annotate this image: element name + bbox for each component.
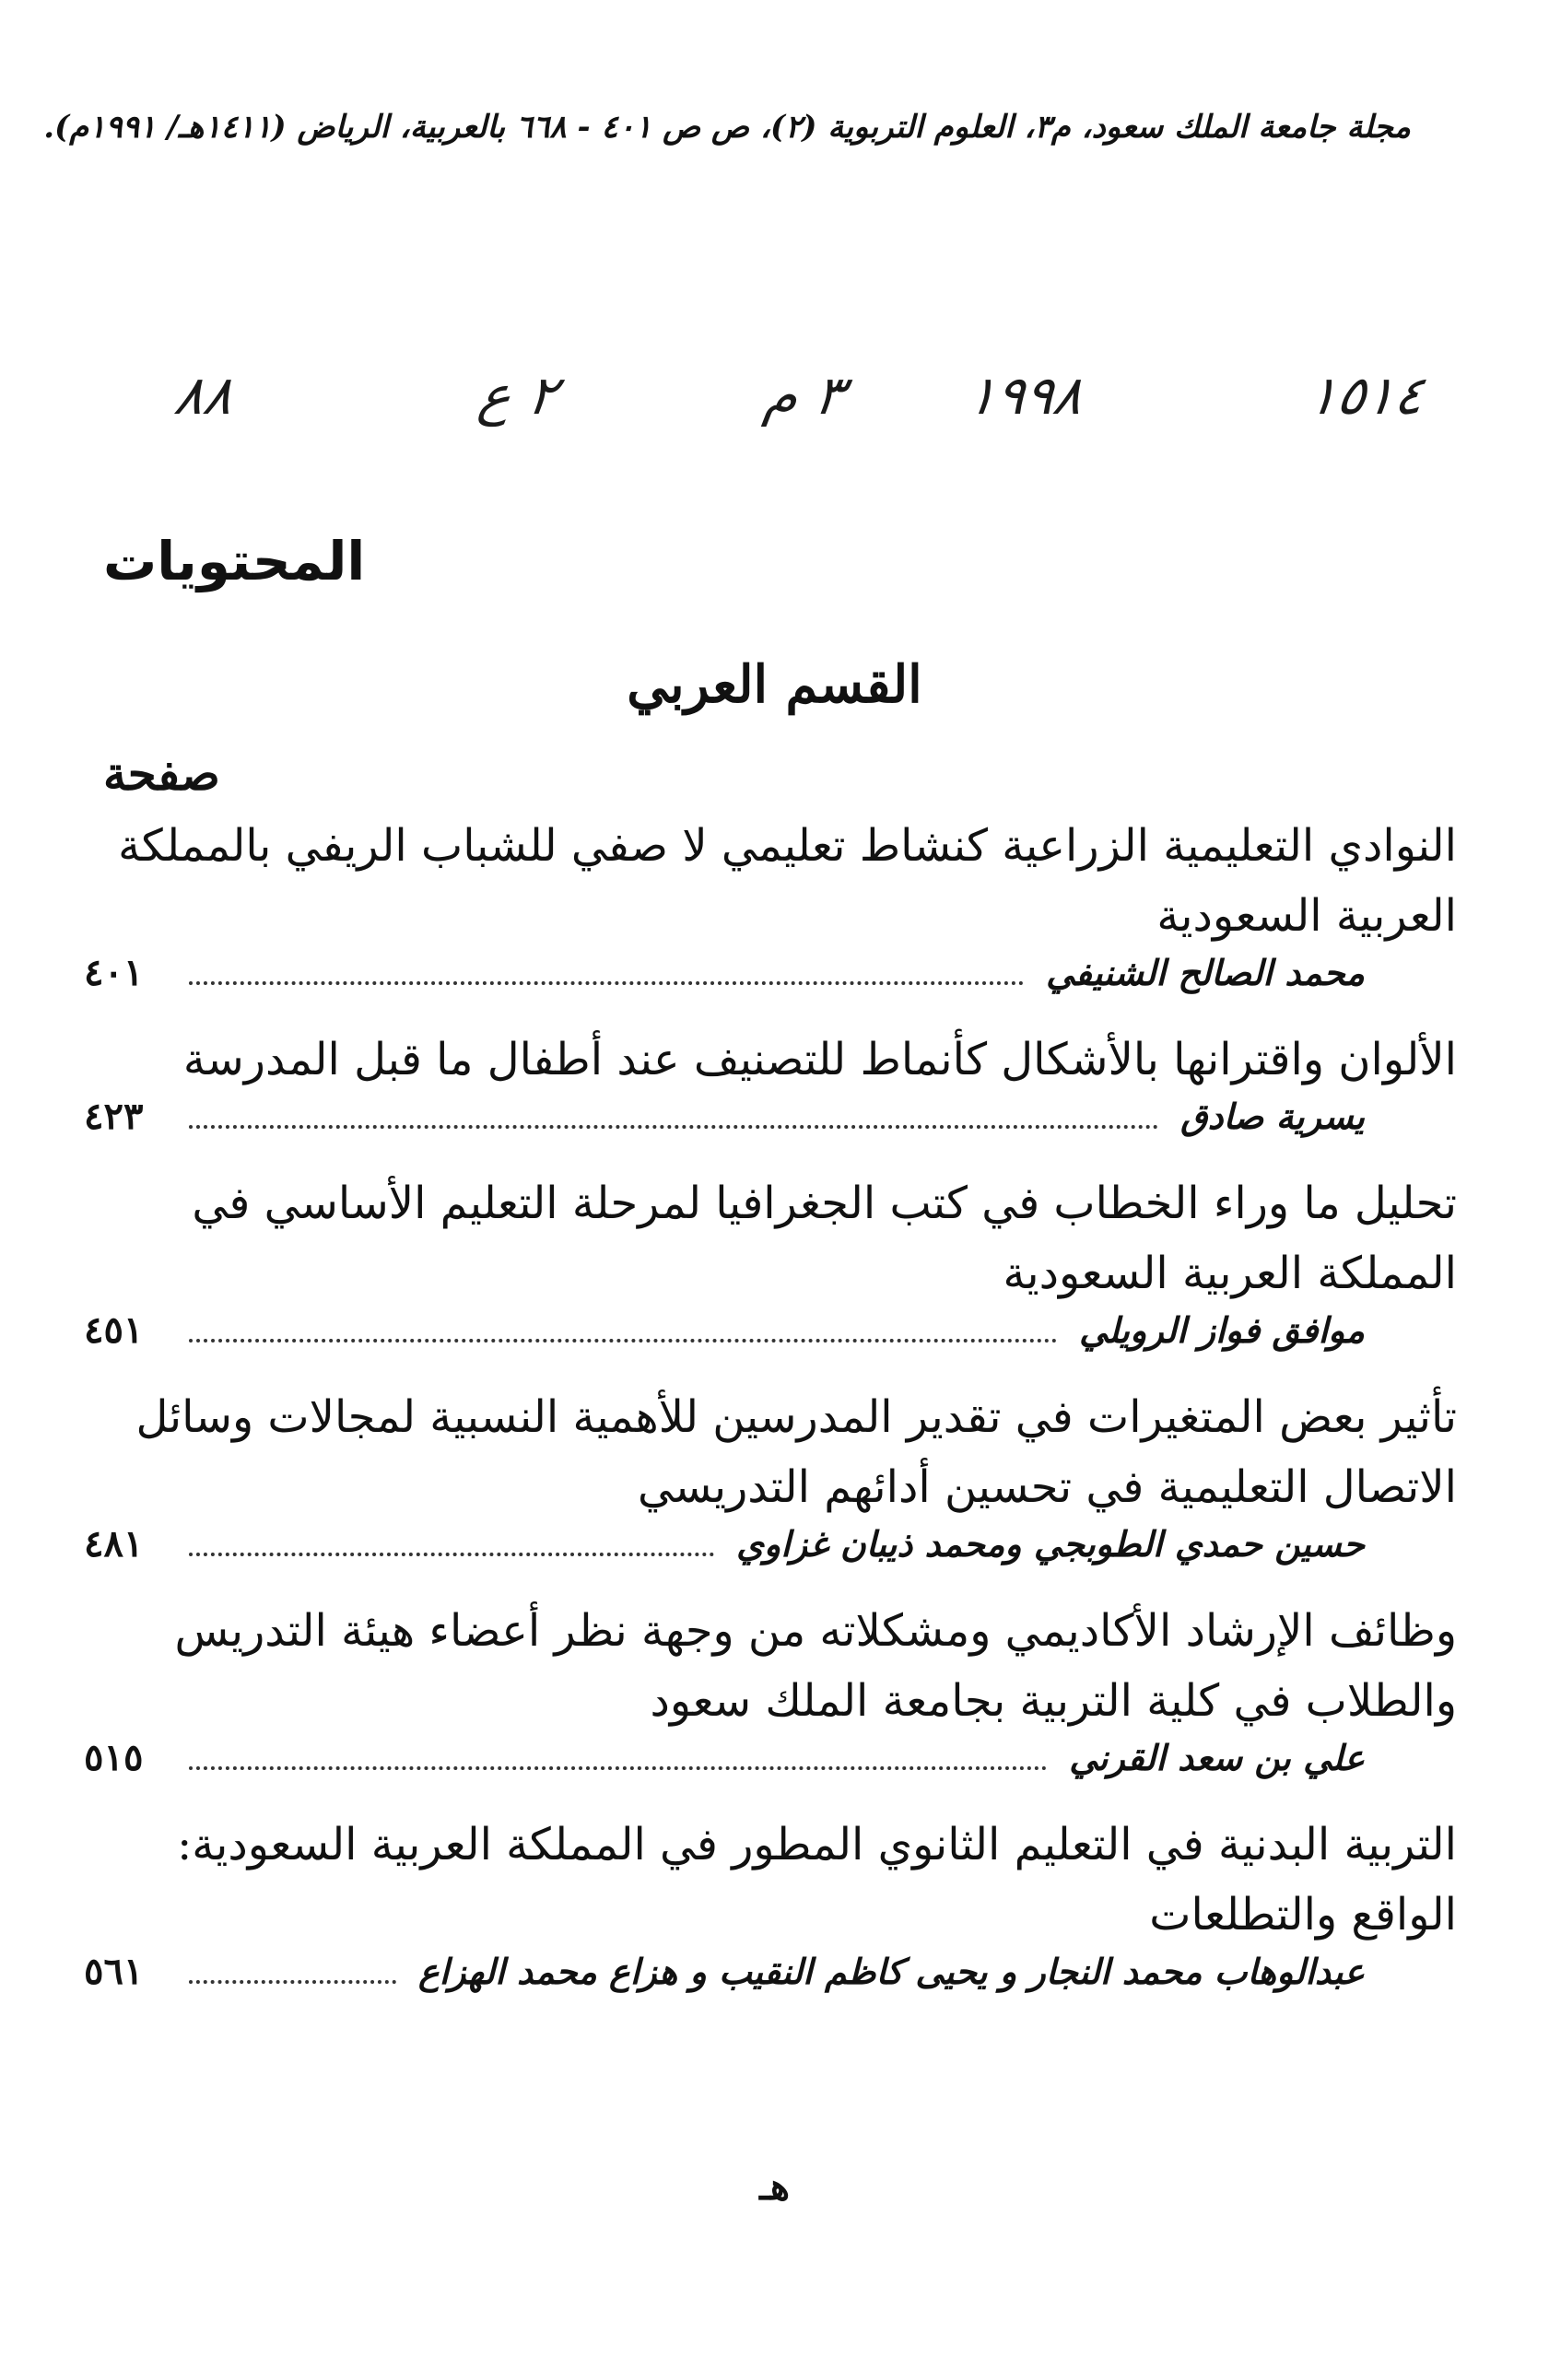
dot-leader bbox=[189, 980, 1024, 985]
handwritten-mark: ٢ ع bbox=[475, 364, 561, 427]
dot-leader bbox=[189, 1979, 396, 1984]
contents-entry bbox=[84, 1025, 1457, 1155]
contents-entry bbox=[84, 1810, 1457, 2011]
handwritten-mark: ٨٨ bbox=[170, 364, 238, 427]
contents-entry bbox=[84, 1596, 1457, 1797]
dot-leader bbox=[189, 1124, 1158, 1129]
dot-leader bbox=[189, 1338, 1057, 1342]
article-title: التربية البدنية في التعليم الثانوي المطور في المملكة العربية السعودية: الواقع والتطلعات bbox=[177, 1819, 1457, 1940]
contents-entry bbox=[84, 1168, 1457, 1369]
author-row bbox=[84, 1950, 1457, 2011]
author-row bbox=[84, 1736, 1457, 1797]
page-number: ٤٢٣ bbox=[84, 1095, 144, 1138]
article-author: عبدالوهاب محمد النجار و يحيى كاظم النقيب و هزاع محمد الهزاع bbox=[417, 1951, 1365, 1992]
author-row bbox=[84, 1095, 1457, 1155]
page-number: ٤٠١ bbox=[84, 951, 144, 994]
article-author: حسين حمدي الطوبجي ومحمد ذيبان غزاوي bbox=[736, 1523, 1365, 1565]
article-author: موافق فواز الرويلي bbox=[1079, 1309, 1365, 1351]
article-author: علي بن سعد القرني bbox=[1069, 1737, 1365, 1778]
article-author: محمد الصالح الشنيفي bbox=[1046, 952, 1365, 993]
author-row bbox=[84, 1522, 1457, 1583]
dot-leader bbox=[189, 1765, 1047, 1770]
page-number: ٥١٥ bbox=[84, 1736, 144, 1779]
journal-citation: مجلة جامعة الملك سعود، م٣، العلوم التربوية (٢)، ص ص ٤٠١ - ٦٦٨ بالعربية، الرياض (١٤١١هـ/ ١٩٩١م). bbox=[43, 109, 1411, 146]
contents-entry bbox=[84, 1382, 1457, 1583]
page-folio: هـ bbox=[759, 2165, 790, 2209]
page-column-label: صفحة bbox=[103, 746, 220, 801]
article-title: تأثير بعض المتغيرات في تقدير المدرسين للأهمية النسبية لمجالات وسائل الاتصال التعليمية في تحسين أدائهم التدريسي bbox=[135, 1391, 1457, 1513]
article-title: تحليل ما وراء الخطاب في كتب الجغرافيا لمرحلة التعليم الأساسي في المملكة العربية السعودية bbox=[192, 1178, 1457, 1299]
handwritten-mark: ٣ م bbox=[760, 364, 849, 427]
handwritten-mark: ١٩٩٨ bbox=[963, 364, 1087, 427]
article-title: وظائف الإرشاد الأكاديمي ومشكلاته من وجهة نظر أعضاء هيئة التدريس والطلاب في كلية التربية بجامعة الملك سعود bbox=[174, 1605, 1457, 1727]
contents-list bbox=[84, 811, 1457, 2023]
page-number: ٥٦١ bbox=[84, 1950, 144, 1993]
page-number: ٤٥١ bbox=[84, 1308, 144, 1352]
section-heading: القسم العربي bbox=[627, 654, 922, 715]
author-row bbox=[84, 951, 1457, 1012]
article-author: يسرية صادق bbox=[1180, 1096, 1365, 1137]
article-title: النوادي التعليمية الزراعية كنشاط تعليمي لا صفي للشباب الريفي بالمملكة العربية السعودية bbox=[118, 820, 1457, 942]
contents-entry bbox=[84, 811, 1457, 1012]
contents-heading: المحتويات bbox=[103, 530, 366, 592]
article-title: الألوان واقترانها بالأشكال كأنماط للتصنيف عند أطفال ما قبل المدرسة bbox=[182, 1034, 1457, 1085]
author-row bbox=[84, 1308, 1457, 1369]
dot-leader bbox=[189, 1552, 714, 1556]
handwritten-mark: ١٥١٤ bbox=[1304, 364, 1428, 427]
handwritten-annotation bbox=[170, 364, 1456, 465]
page-number: ٤٨١ bbox=[84, 1522, 144, 1565]
